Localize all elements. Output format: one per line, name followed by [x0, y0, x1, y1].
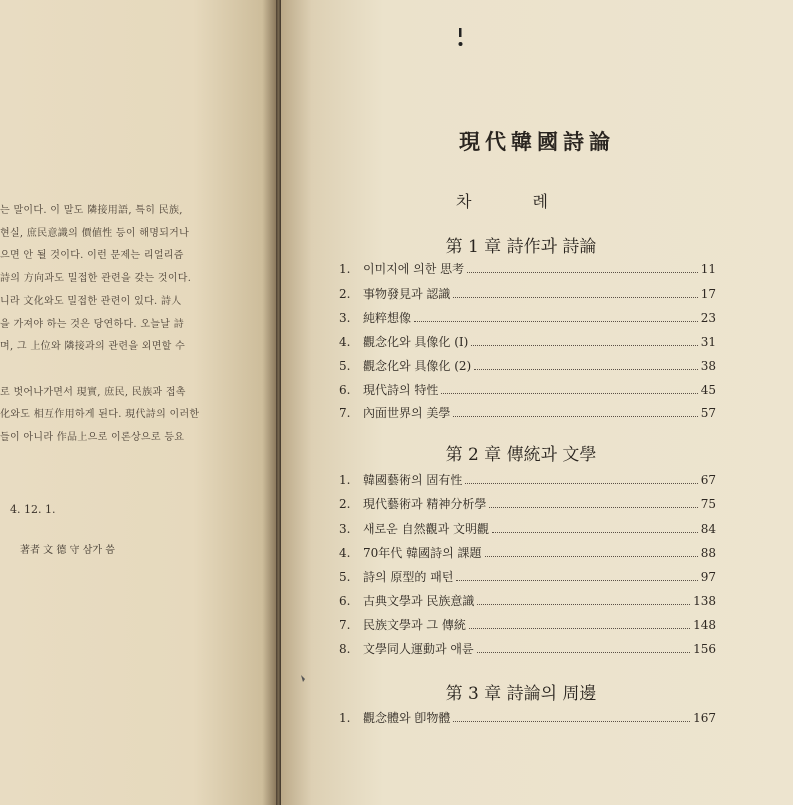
toc-entry-page: 84: [700, 522, 716, 536]
right-page: [281, 0, 793, 805]
dot-leader: [489, 498, 697, 508]
toc-entry-number: 2.: [339, 287, 351, 301]
chapter-title: 第 1 章 詩作과 詩論: [445, 237, 597, 257]
toc-entry: [339, 381, 716, 399]
toc-entry-number: 7.: [339, 406, 351, 420]
toc-entry-number: 6.: [339, 594, 351, 608]
toc-entry-page: 67: [700, 473, 716, 487]
body-text-line: 로 벗어나가면서 現實, 庶民, 民族과 접촉: [0, 387, 186, 398]
toc-entry-page: 75: [700, 497, 716, 511]
dot-leader: [453, 712, 690, 722]
body-text-line: 으면 안 될 것이다. 이런 문제는 리얼리즘: [0, 250, 184, 261]
preface-signature: 著者 文 德 守 삼가 씀: [20, 545, 115, 556]
toc-entry-page: 17: [700, 287, 716, 301]
toc-entry-page: 88: [700, 546, 716, 560]
toc-entry-title: 觀念體와 卽物體: [363, 711, 451, 725]
dot-leader: [441, 384, 697, 394]
toc-entry: [339, 471, 716, 489]
dot-leader: [477, 595, 690, 605]
toc-entry-title: 觀念化와 具像化 (2): [363, 359, 472, 373]
body-text-line: 들이 아니라 作品上으로 이론상으로 등요: [0, 432, 185, 443]
body-text-line: 며, 그 上位와 隣接과의 관련을 외면할 수: [0, 341, 186, 352]
toc-entry: [339, 568, 716, 586]
dot-leader: [414, 312, 698, 322]
toc-entry-title: 古典文學과 民族意識: [363, 594, 475, 608]
toc-entry-number: 6.: [339, 383, 351, 397]
toc-entry: [339, 640, 716, 658]
chapter-title: 第 2 章 傳統과 文學: [445, 445, 597, 465]
smudge-icon: [300, 675, 306, 682]
toc-entry-number: 8.: [339, 642, 351, 656]
toc-entry-page: 31: [700, 335, 716, 349]
dot-leader: [453, 288, 697, 298]
toc-entry-page: 57: [700, 406, 716, 420]
toc-entry-title: 詩의 原型的 패턴: [363, 570, 454, 584]
toc-entry: [339, 260, 716, 278]
toc-entry-number: 7.: [339, 618, 351, 632]
body-text-line: 詩의 方向과도 밀접한 관련을 갖는 것이다.: [0, 273, 192, 284]
dot-leader: [467, 263, 698, 273]
toc-entry-page: 97: [700, 570, 716, 584]
body-text-line: 는 말이다. 이 말도 隣接用語, 특히 民族,: [0, 205, 183, 216]
toc-entry-title: 純粹想像: [363, 311, 412, 325]
dot-leader: [477, 643, 691, 653]
preface-date: 4. 12. 1.: [10, 503, 56, 516]
toc-entry-title: 새로운 自然觀과 文明觀: [363, 522, 489, 536]
toc-entry-page: 38: [700, 359, 716, 373]
toc-entry: [339, 592, 716, 610]
toc-entry: [339, 544, 716, 562]
toc-entry-page: 11: [700, 262, 716, 276]
toc-entry-page: 45: [700, 383, 716, 397]
toc-entry-title: 觀念化와 具像化 (I): [363, 335, 469, 349]
toc-entry-number: 1.: [339, 711, 351, 725]
book-title: 現代韓國詩論: [459, 129, 615, 154]
toc-entry-number: 1.: [339, 262, 351, 276]
toc-entry-title: 民族文學과 그 傳統: [363, 618, 466, 632]
dot-leader: [471, 336, 697, 346]
dot-leader: [456, 571, 697, 581]
toc-entry-number: 5.: [339, 570, 351, 584]
toc-entry-title: 이미지에 의한 思考: [363, 262, 465, 276]
body-text-line: 化와도 相互作用하게 된다. 現代詩의 이러한: [0, 409, 200, 420]
body-text-line: 현실, 庶民意識의 價値性 등이 해명되거나: [0, 228, 190, 239]
dot-leader: [465, 474, 697, 484]
toc-entry-number: 1.: [339, 473, 351, 487]
toc-entry-title: 事物發見과 認識: [363, 287, 451, 301]
toc-entry: [339, 404, 716, 422]
toc-entry: [339, 285, 716, 303]
toc-entry-title: 70年代 韓國詩의 課題: [363, 546, 482, 560]
toc-entry-number: 4.: [339, 546, 351, 560]
toc-entry-title: 文學同人運動과 애륜: [363, 642, 474, 656]
toc-entry: [339, 357, 716, 375]
toc-entry-page: 156: [693, 642, 716, 656]
toc-entry: [339, 709, 716, 727]
toc-entry-title: 內面世界의 美學: [363, 406, 451, 420]
toc-entry: [339, 495, 716, 513]
dot-leader: [453, 407, 697, 417]
toc-entry: [339, 520, 716, 538]
toc-entry-page: 148: [693, 618, 716, 632]
left-page: [0, 0, 276, 805]
toc-entry-title: 現代藝術과 精神分析學: [363, 497, 487, 511]
toc-entry-number: 3.: [339, 522, 351, 536]
chapter-title: 第 3 章 詩論의 周邊: [445, 684, 597, 704]
dot-leader: [474, 360, 697, 370]
toc-entry-number: 5.: [339, 359, 351, 373]
dot-leader: [485, 547, 698, 557]
contents-heading: 차 례: [456, 192, 576, 211]
toc-entry-number: 4.: [339, 335, 351, 349]
toc-entry-number: 3.: [339, 311, 351, 325]
toc-entry: [339, 333, 716, 351]
toc-entry-page: 138: [693, 594, 716, 608]
toc-entry-title: 現代詩의 特性: [363, 383, 439, 397]
body-text-line: 니라 文化와도 밀접한 관련이 있다. 詩人: [0, 296, 182, 307]
toc-entry-number: 2.: [339, 497, 351, 511]
body-text-line: 을 가져야 하는 것은 당연하다. 오늘날 詩: [0, 319, 185, 330]
dot-leader: [469, 619, 690, 629]
toc-entry: [339, 309, 716, 327]
ink-mark-icon: [458, 28, 463, 48]
toc-entry-page: 167: [693, 711, 716, 725]
toc-entry-page: 23: [700, 311, 716, 325]
dot-leader: [492, 523, 698, 533]
toc-entry: [339, 616, 716, 634]
toc-entry-title: 韓國藝術의 固有性: [363, 473, 463, 487]
